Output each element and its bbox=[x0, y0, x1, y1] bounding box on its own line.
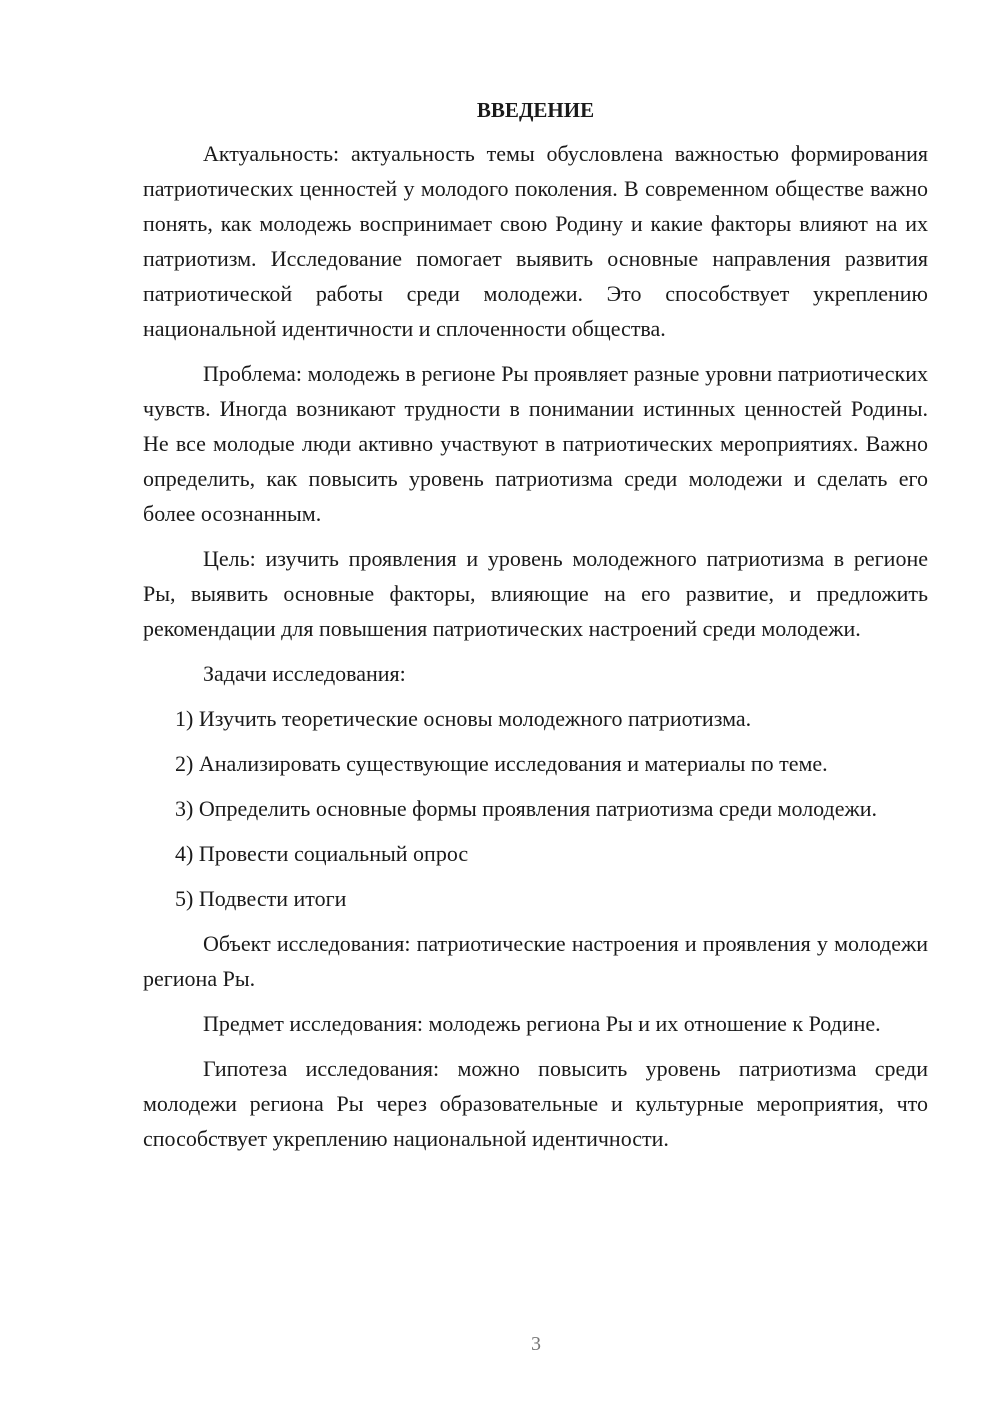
paragraph-goal: Цель: изучить проявления и уровень молодежного патриотизма в регионе Ры, выявить основные факторы, влияющие на его развитие, и предложить рекомендации для повышения патриотических настроений среди молодежи. bbox=[143, 546, 928, 641]
tasks-heading: Задачи исследования: bbox=[203, 661, 406, 686]
list-item: 2) Анализировать существующие исследования и материалы по теме. bbox=[175, 751, 828, 776]
list-item: 3) Определить основные формы проявления патриотизма среди молодежи. bbox=[175, 796, 877, 821]
paragraph-subject: Предмет исследования: молодежь региона Ры и их отношение к Родине. bbox=[203, 1011, 881, 1036]
list-item: 4) Провести социальный опрос bbox=[175, 841, 469, 866]
paragraph-object: Объект исследования: патриотические настроения и проявления у молодежи региона Ры. bbox=[143, 931, 928, 991]
page-number: 3 bbox=[531, 1333, 541, 1355]
paragraph-relevance: Актуальность: актуальность темы обусловлена важностью формирования патриотических ценностей у молодого поколения. В современном обществе важно понять, как молодежь воспринимает свою Родину и какие факторы влияют на их патриотизм. Исследование помогает выявить основные направления развития патриотической работы среди молодежи. Это способствует укреплению национальной идентичности и сплоченности общества. bbox=[143, 141, 928, 341]
paragraph-hypothesis: Гипотеза исследования: можно повысить уровень патриотизма среди молодежи региона Ры через образовательные и культурные мероприятия, что способствует укреплению национальной идентичности. bbox=[143, 1056, 928, 1151]
paragraph-problem: Проблема: молодежь в регионе Ры проявляет разные уровни патриотических чувств. Иногда возникают трудности в понимании истинных ценностей Родины. Не все молодые люди активно участвуют в патриотических мероприятиях. Важно определить, как повысить уровень патриотизма среди молодежи и сделать его более осознанным. bbox=[143, 361, 928, 526]
list-item: 5) Подвести итоги bbox=[175, 886, 347, 911]
document-page bbox=[143, 96, 928, 1166]
page-title: ВВЕДЕНИЕ bbox=[476, 98, 595, 122]
list-item: 1) Изучить теоретические основы молодежного патриотизма. bbox=[175, 706, 752, 731]
